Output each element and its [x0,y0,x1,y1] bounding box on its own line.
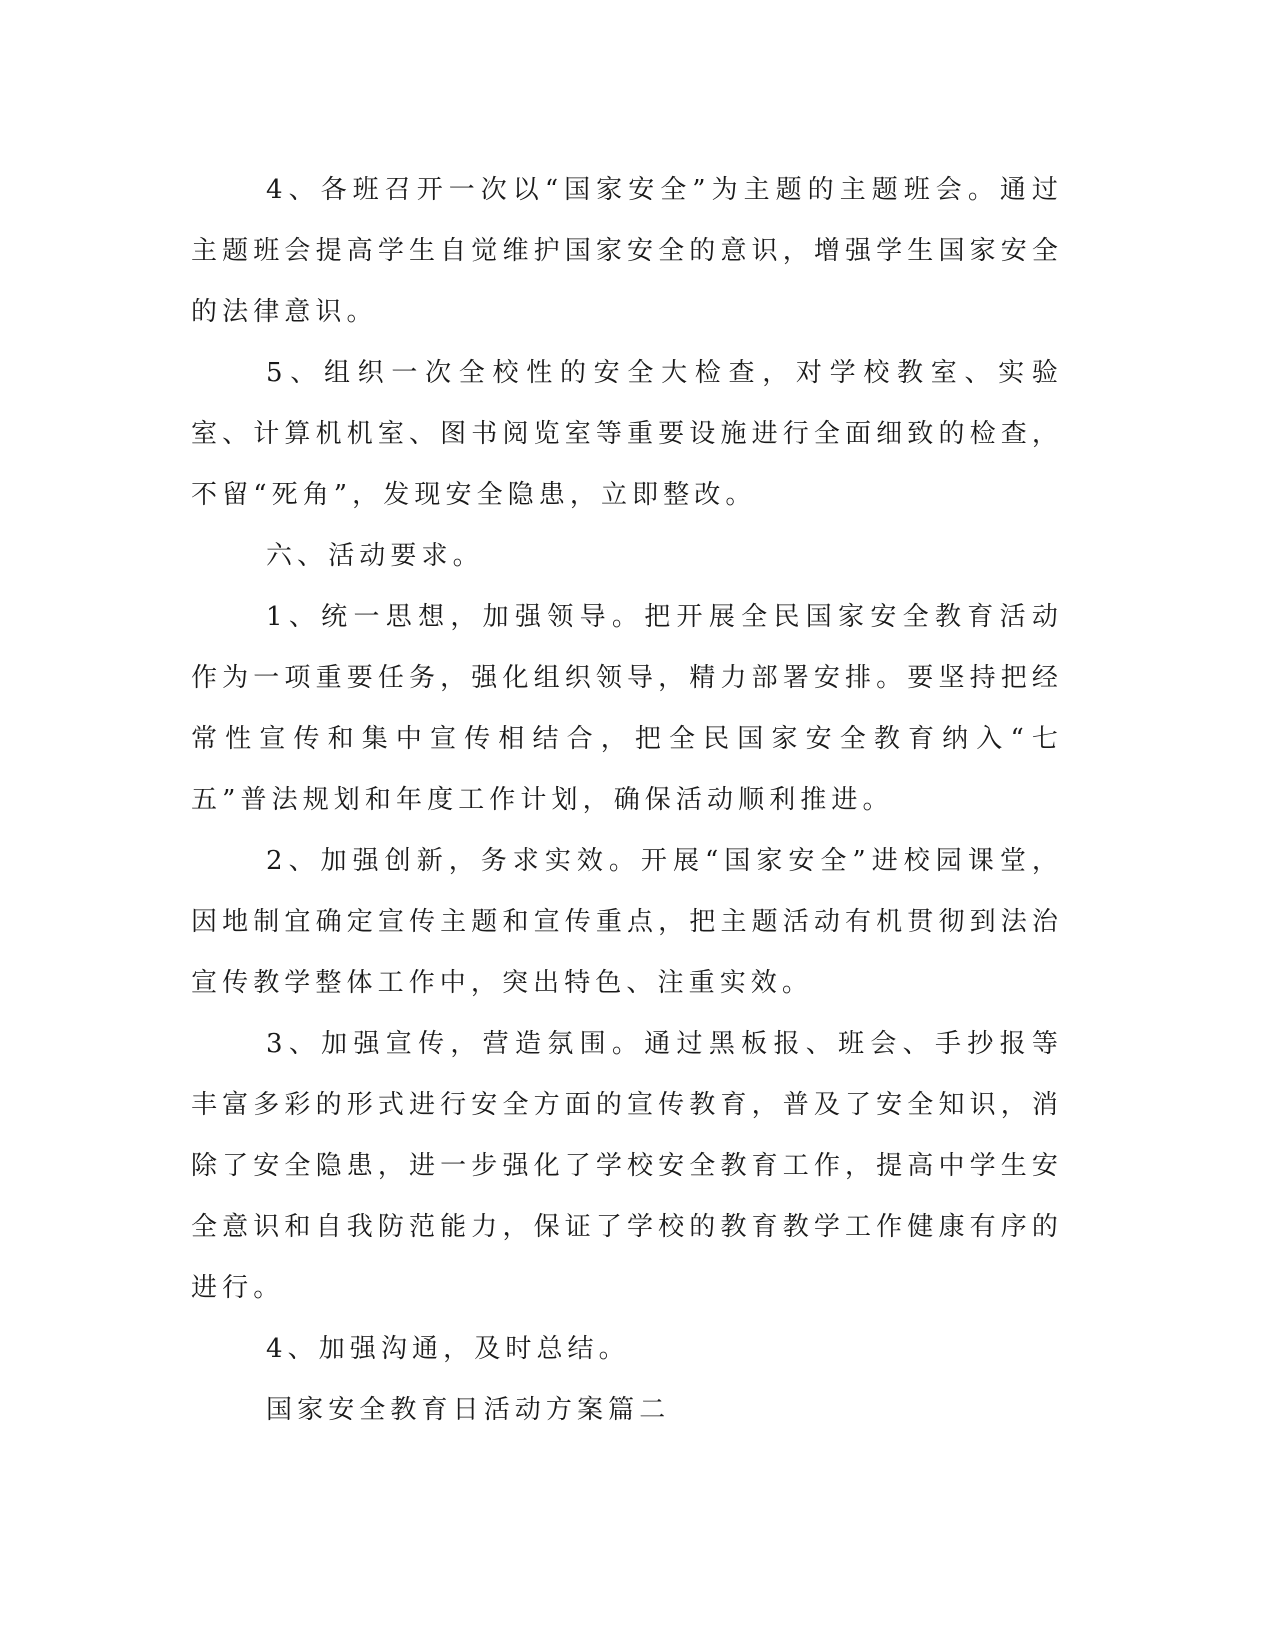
paragraph-requirement-2: 2、加强创新，务求实效。开展“国家安全”进校园课堂，因地制宜确定宣传主题和宣传重点，把主题活动有机贯彻到法治宣传教学整体工作中，突出特色、注重实效。 [191,846,1063,998]
paragraph-item-5-safety-inspection: 5、组织一次全校性的安全大检查，对学校教室、实验室、计算机机室、图书阅览室等重要设施进行全面细致的检查，不留“死角”，发现安全隐患，立即整改。 [191,358,1063,510]
paragraph-requirement-4: 4、加强沟通，及时总结。 [266,1334,630,1364]
paragraph-requirement-3: 3、加强宣传，营造氛围。通过黑板报、班会、手抄报等丰富多彩的形式进行安全方面的宣传教育，普及了安全知识，消除了安全隐患，进一步强化了学校安全教育工作，提高中学生安全意识和自我防范能力，保证了学校的教育教学工作健康有序的进行。 [191,1029,1063,1303]
document-body [191,160,1063,1441]
paragraph-item-4-class-meeting: 4、各班召开一次以“国家安全”为主题的主题班会。通过主题班会提高学生自觉维护国家安全的意识，增强学生国家安全的法律意识。 [191,175,1063,327]
section-title-part-two: 国家安全教育日活动方案篇二 [266,1395,671,1425]
paragraph-requirement-1: 1、统一思想，加强领导。把开展全民国家安全教育活动作为一项重要任务，强化组织领导，精力部署安排。要坚持把经常性宣传和集中宣传相结合，把全民国家安全教育纳入“七五”普法规划和年度工作计划，确保活动顺利推进。 [191,602,1063,815]
section-heading-requirements: 六、活动要求。 [266,541,484,571]
